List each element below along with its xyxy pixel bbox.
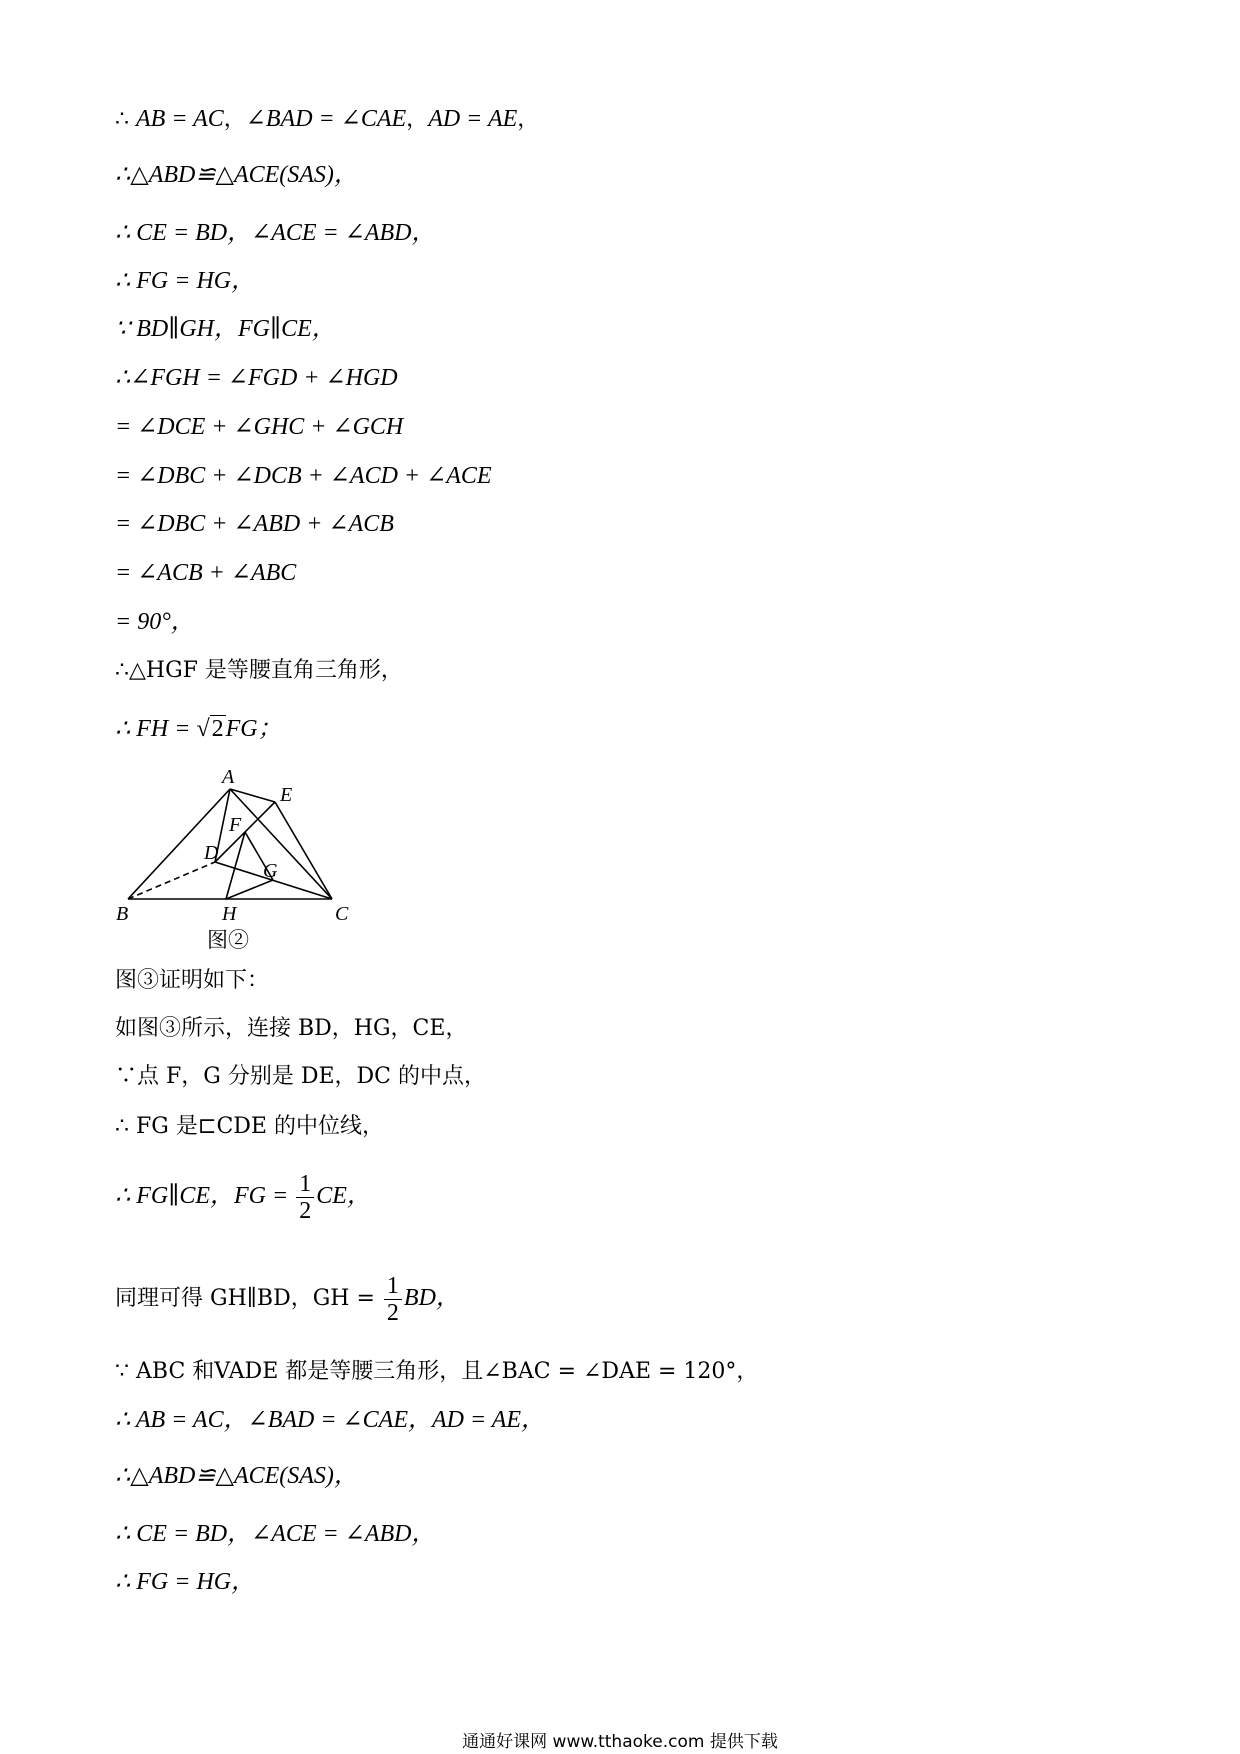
proof-line-6: ∴∠FGH = ∠FGD + ∠HGD	[115, 365, 398, 391]
numerator: 1	[384, 1273, 402, 1300]
proof3-line-4: ∵ ABC 和VADE 都是等腰三角形，且∠BAC = ∠DAE = 120°，	[115, 1359, 759, 1384]
label-e: E	[280, 784, 293, 806]
equation: ∠BAD = ∠CAE	[245, 106, 407, 132]
sqrt-suffix: FG；	[225, 716, 282, 742]
numerator: 1	[296, 1171, 314, 1198]
proof3-line-7: ∴ CE = BD，∠ACE = ∠ABD，	[115, 1521, 436, 1547]
proof3-line-2: ∵点 F，G 分别是 DE，DC 的中点，	[115, 1064, 486, 1089]
proof3-frac-line-2	[115, 1268, 460, 1329]
proof-line-12: ∴△HGF 是等腰直角三角形，	[115, 658, 403, 683]
fraction	[384, 1273, 402, 1326]
radicand: 2	[211, 716, 224, 742]
sqrt-expression: √2	[196, 716, 224, 742]
proof-line-10: = ∠ACB + ∠ABC	[115, 560, 297, 586]
fraction	[296, 1171, 314, 1224]
frac-prefix: ∴ FG∥CE，FG =	[115, 1183, 295, 1209]
proof-line-4: ∴ FG = HG，	[115, 268, 256, 294]
label-f: F	[229, 814, 242, 836]
frac-prefix: 同理可得 GH∥BD，GH =	[115, 1286, 382, 1311]
denominator: 2	[299, 1197, 312, 1224]
proof-line-5: ∵ BD∥GH，FG∥CE，	[115, 316, 336, 342]
sqrt-prefix: ∴ FH =	[115, 716, 197, 742]
denominator: 2	[386, 1299, 399, 1326]
figure-caption: 图②	[207, 928, 249, 952]
therefore-symbol: ∴	[115, 107, 136, 132]
label-b: B	[116, 903, 129, 925]
label-c: C	[335, 903, 349, 925]
label-a: A	[222, 766, 235, 788]
proof3-line-1: 如图③所示，连接 BD，HG，CE，	[115, 1016, 468, 1041]
proof3-line-6: ∴△ABD≌△ACE(SAS)，	[115, 1463, 358, 1489]
proof-line-3: ∴ CE = BD，∠ACE = ∠ABD，	[115, 220, 436, 246]
proof3-line-5: ∴ AB = AC，∠BAD = ∠CAE，AD = AE，	[115, 1407, 546, 1433]
label-g: G	[263, 860, 278, 882]
proof3-line-8: ∴ FG = HG，	[115, 1569, 256, 1595]
page-footer: 通通好课网 www.tthaoke.com 提供下载	[462, 1732, 778, 1752]
proof-line-11: = 90°，	[115, 609, 195, 635]
equation: AB = AC	[136, 106, 224, 132]
label-d: D	[204, 842, 219, 864]
proof-line-9: = ∠DBC + ∠ABD + ∠ACB	[115, 511, 394, 537]
proof-line-7: = ∠DCE + ∠GHC + ∠GCH	[115, 414, 404, 440]
frac-suffix: BD，	[403, 1285, 460, 1311]
separator: ，	[223, 107, 246, 132]
proof-line-1	[115, 104, 539, 135]
geometry-figure	[110, 765, 370, 925]
segment-gh	[226, 880, 273, 899]
proof-line-sqrt	[115, 714, 282, 744]
proof3-line-3: ∴ FG 是⊏CDE 的中位线，	[115, 1114, 384, 1139]
separator: ，	[517, 107, 540, 132]
proof-line-8: = ∠DBC + ∠DCB + ∠ACD + ∠ACE	[115, 463, 492, 489]
proof3-frac-line-1	[115, 1166, 371, 1227]
frac-suffix: CE，	[316, 1183, 371, 1209]
proof-line-2: ∴△ABD≌△ACE(SAS)，	[115, 162, 358, 188]
equation: AD = AE	[428, 106, 518, 132]
separator: ，	[406, 107, 429, 132]
label-h: H	[222, 903, 237, 925]
segment-bd-dashed	[128, 862, 215, 899]
proof3-intro: 图③证明如下：	[115, 968, 270, 993]
